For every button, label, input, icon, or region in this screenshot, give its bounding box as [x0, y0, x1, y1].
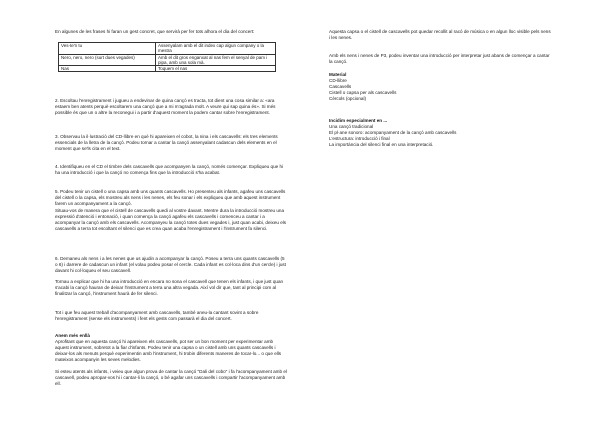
paragraph-5: 5. Podeu tenir un cistell o una capsa amb uns quants cascavells. Ho presenteu als infants, agafeu uns cascavells del cistell o la capsa, els mostreu als nens i les nenes, els feu sonar i els expliqueu que amb aquest instrument farem un acompanyament a la cançó. — [55, 189, 286, 206]
gesture-cell: Assenyalam amb el dit index cap algun company o la mestra — [156, 43, 276, 55]
right-paragraph-2: Amb els nens i nenes de P3, podeu inventar una introducció per interpretar just abans de començar a cantar la cançó. — [329, 53, 550, 64]
paragraph-4: 4. Identifiqueu en el CD el timbre dels cascavells que acompanyen la cançó, només començar. Expliqueu que hi ha una introducció i que la cançó no comença fins que la introducció s'ha acabat. — [55, 164, 284, 175]
paragraph-6b: Tornau a explicar que hi ha una introducció en encara no sona el cascavell que tenen els infants, i que just quan s'acabi la cançó hauran de deixar l'instrument a terra una altra vegada. Així vol dir que, tant al principi com al finalitzar la cançó, l'instrument haurà de fer silenci. — [55, 279, 284, 296]
material-section — [329, 72, 551, 102]
intro-text: En algunes de les frases hi faran un gest concret, que servirà per fer tots alhora el dia del concert: — [55, 29, 255, 34]
phrase-cell: Nas — [59, 66, 156, 72]
anem-paragraph-2: Si esteu atents als infants, i veieu que algun prova de cantar la cançó "Dali del cobo" i fa l'acompanyament amb el cascavell, podeu apropar-vos hi i cantar-li la cançó, o bé agafar uns cascavells i compartir l'acompanyament amb ell. — [55, 369, 287, 386]
table-row — [59, 66, 276, 72]
paragraph-3: 3. Observau la il·lustració del CD-llibre en què hi apareixen el cobot, la nina i els cascavells: els tres elements essencials de la lletra de la cançó. Podeu tornar a cantar la cançó assenyalant cadascun dels elements en el moment que se'ls cita en el text. — [55, 134, 278, 151]
table-row — [59, 43, 276, 55]
incidim-section — [329, 118, 551, 148]
list-item: Una cançó tradicional — [329, 123, 374, 129]
list-item: Cascavells — [329, 83, 352, 89]
anem-heading: Anem més enllà — [55, 333, 90, 338]
gesture-table — [58, 42, 276, 72]
list-item: La importància del silenci final en una interpretació. — [329, 141, 434, 147]
material-heading: Material — [329, 72, 347, 77]
phrase-cell: Nero, nero, nero (surt dues vegades) — [59, 54, 156, 66]
paragraph-6: 6. Demaneu als nens i a les nenes que us ajudin a acompanyar la cançó. Poseu a terra uns quants cascavells (5 o 6) i darrere de cadascun un infant (el volau podeu posar el cercle. Cada infant es col·loca dins d'un cercle) i just davant hi col·loqueu el seu cascavell. — [55, 256, 286, 273]
paragraph-7: Tot i que feu aquest treball d'acompanyament amb cascavells, també aneu-la cantant sovint a sobre l'enregistrament (sense els instruments) i fent els gests com passarà el dia del concert. — [55, 310, 259, 321]
gesture-cell: Amb el dit gros enganxat al nas fem el senyal de pam i pipa, amb una sola mà. — [156, 54, 276, 66]
list-item: L'estructura: introducció i final — [329, 135, 390, 141]
phrase-cell: Ves-te'n tu — [59, 43, 156, 55]
gesture-cell: Toquem el nas — [156, 66, 276, 72]
table-row — [59, 54, 276, 66]
right-paragraph-1: Aquesta capsa o el cistell de cascavells pot quedar recollit al racó de música o en algun lloc visible pels nens i les nenes. — [329, 29, 551, 40]
list-item: El pl·ane sonoro: acompanyament de la cançó amb cascavells — [329, 129, 457, 135]
paragraph-2: 2. Escoltau l'enregistrament i jugueu a endevinar de quina cançó es tracta, tot dient una cosa similar a: «ara estaem ben atents perquè escoltarem una cançó que a mi m'agrada molt. A veure qui sap quina és». Si més possible és que un o altre la reconegui i a partir d'aquest moment la podem cantar sobre l'enregistrament. — [55, 98, 276, 115]
incidim-heading: Incidim especialment en ... — [329, 118, 388, 123]
list-item: Cistell o capsa per als cascavells — [329, 89, 397, 95]
list-item: Cèrcols (opcional) — [329, 95, 367, 101]
paragraph-5b: Situau-vos de manera que el cistell de cascavells quedi al vostre davant. Mentre dura la introducció mostreu una expressió d'atenció i entonació, i quan comença la cançó agafeu els cascavells i comenceu a cantar i a acompanyar la cançó amb els cascavells. Acompanyeu la cançó totes dues vegades i, just quan acabi, deixeu els cascavells a terra tot escoltant el silenci que es crea quan acaba l'enregistrament i l'instrument fa silenci. — [55, 208, 287, 231]
anem-paragraph-1: Aprofitant que en aquesta cançó hi apareixen els cascavells, pot ser un bon moment per experimentar amb aquest instrument, sobretot a la fiar d'infants. Podeu tenir una capsa o un cistell amb uns quants cascavells i deixar-los als menuts perquè experimentin amb l'instrument, hi trobin diferents maneres de tocar-lo... o que ells mateixos acompanyin les seves melodies. — [55, 339, 282, 362]
list-item: CD-llibre — [329, 77, 347, 83]
